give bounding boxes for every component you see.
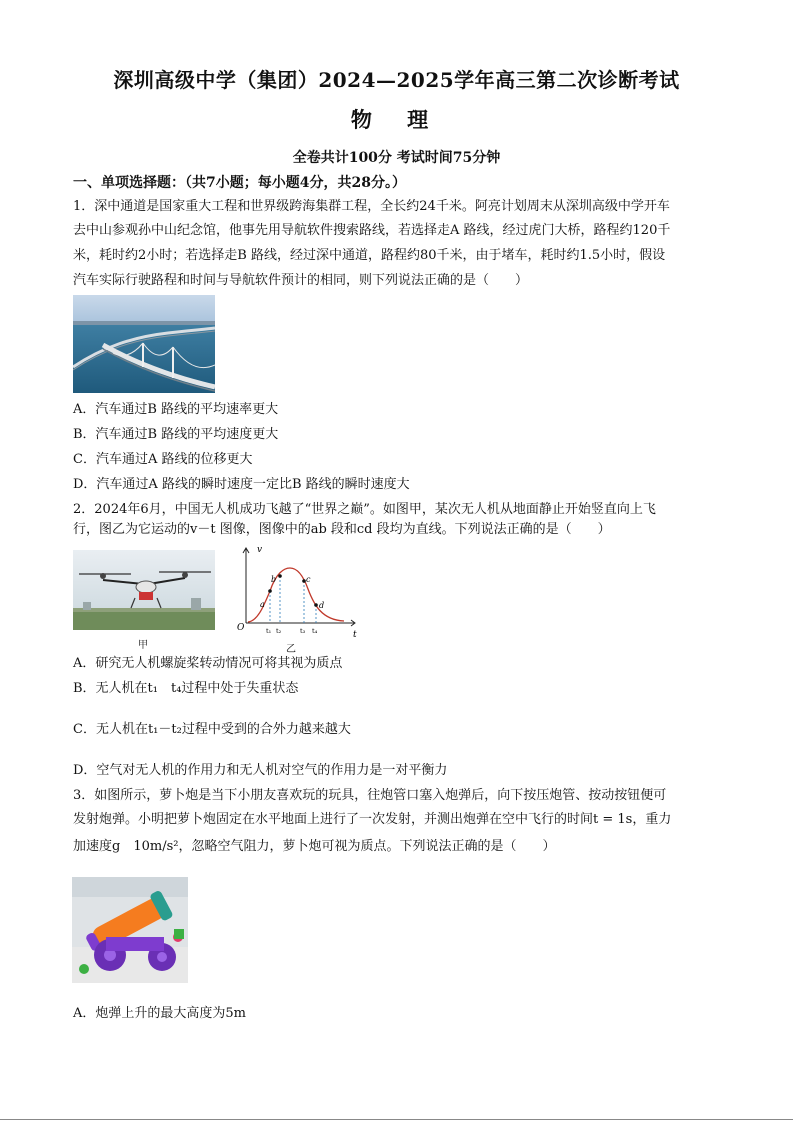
q2-option-c: C．无人机在t₁－t₂过程中受到的合外力越来越大 xyxy=(73,722,351,737)
q1-line: 汽车实际行驶路程和时间与导航软件预计的相同，则下列说法正确的是（ ） xyxy=(73,273,529,288)
q1-option-a: A．汽车通过B 路线的平均速率更大 xyxy=(73,402,279,417)
point-a-label: a xyxy=(260,600,265,609)
axis-v-label: v xyxy=(257,545,263,555)
q2-option-d: D．空气对无人机的作用力和无人机对空气的作用力是一对平衡力 xyxy=(73,763,448,778)
q1-option-c: C．汽车通过A 路线的位移更大 xyxy=(73,452,253,467)
point-d-label: d xyxy=(319,601,325,610)
point-c-label: c xyxy=(306,575,311,584)
q1-option-d: D．汽车通过A 路线的瞬时速度一定比B 路线的瞬时速度大 xyxy=(73,477,410,492)
bridge-photo xyxy=(73,295,215,393)
q1-line: 米，耗时约2小时；若选择走B 路线，经过深中通道，路程约80千米，由于堵车，耗时约1.5小时，假设 xyxy=(73,248,666,263)
caption-yi: 乙 xyxy=(286,644,296,655)
toy-cannon-photo xyxy=(72,877,188,983)
q2-option-a: A．研究无人机螺旋桨转动情况可将其视为质点 xyxy=(73,656,343,671)
exam-title: 深圳高级中学（集团）2024—2025学年高三第二次诊断考试 xyxy=(113,68,680,92)
q2-option-b: B．无人机在t₁ t₄过程中处于失重状态 xyxy=(73,681,299,696)
q1-line: 去中山参观孙中山纪念馆，他事先用导航软件搜索路线，若选择走A 路线，经过虎门大桥，路程约120千 xyxy=(73,223,671,238)
origin-label: O xyxy=(237,623,245,633)
exam-info: 全卷共计100分 考试时间75分钟 xyxy=(292,150,501,166)
section-heading: 一、单项选择题：（共7小题；每小题4分，共28分。） xyxy=(73,175,406,191)
tick-t2: t₂ xyxy=(276,627,282,635)
q2-line: 行，图乙为它运动的v－t 图像，图像中的ab 段和cd 段均为直线。下列说法正确的是（ ） xyxy=(73,522,611,537)
tick-t3: t₃ xyxy=(300,627,306,635)
q3-line: 发射炮弹。小明把萝卜炮固定在水平地面上进行了一次发射，并测出炮弹在空中飞行的时间t = 1s，重力 xyxy=(73,812,672,827)
tick-t1: t₁ xyxy=(266,627,272,635)
axis-t-label: t xyxy=(353,630,357,640)
q3-option-a: A．炮弹上升的最大高度为5m xyxy=(73,1006,246,1021)
tick-t4: t₄ xyxy=(312,627,318,635)
q2-line: 2．2024年6月，中国无人机成功飞越了“世界之巅”。如图甲，某次无人机从地面静止开始竖直向上飞 xyxy=(73,502,656,517)
q3-line: 加速度g 10m/s²，忽略空气阻力，萝卜炮可视为质点。下列说法正确的是（ ） xyxy=(73,839,556,854)
caption-jia: 甲 xyxy=(138,640,148,651)
q1-line: 1．深中通道是国家重大工程和世界级跨海集群工程，全长约24千米。阿亮计划周末从深圳高级中学开车 xyxy=(73,199,670,214)
q1-option-b: B．汽车通过B 路线的平均速度更大 xyxy=(73,427,279,442)
subject-title: 物 理 xyxy=(350,107,443,132)
point-b-label: b xyxy=(271,575,277,584)
vt-graph xyxy=(236,545,360,643)
page-bottom-rule xyxy=(0,1119,793,1120)
drone-photo xyxy=(73,550,215,630)
q3-line: 3．如图所示，萝卜炮是当下小朋友喜欢玩的玩具，往炮管口塞入炮弹后，向下按压炮管、按动按钮便可 xyxy=(73,788,667,803)
